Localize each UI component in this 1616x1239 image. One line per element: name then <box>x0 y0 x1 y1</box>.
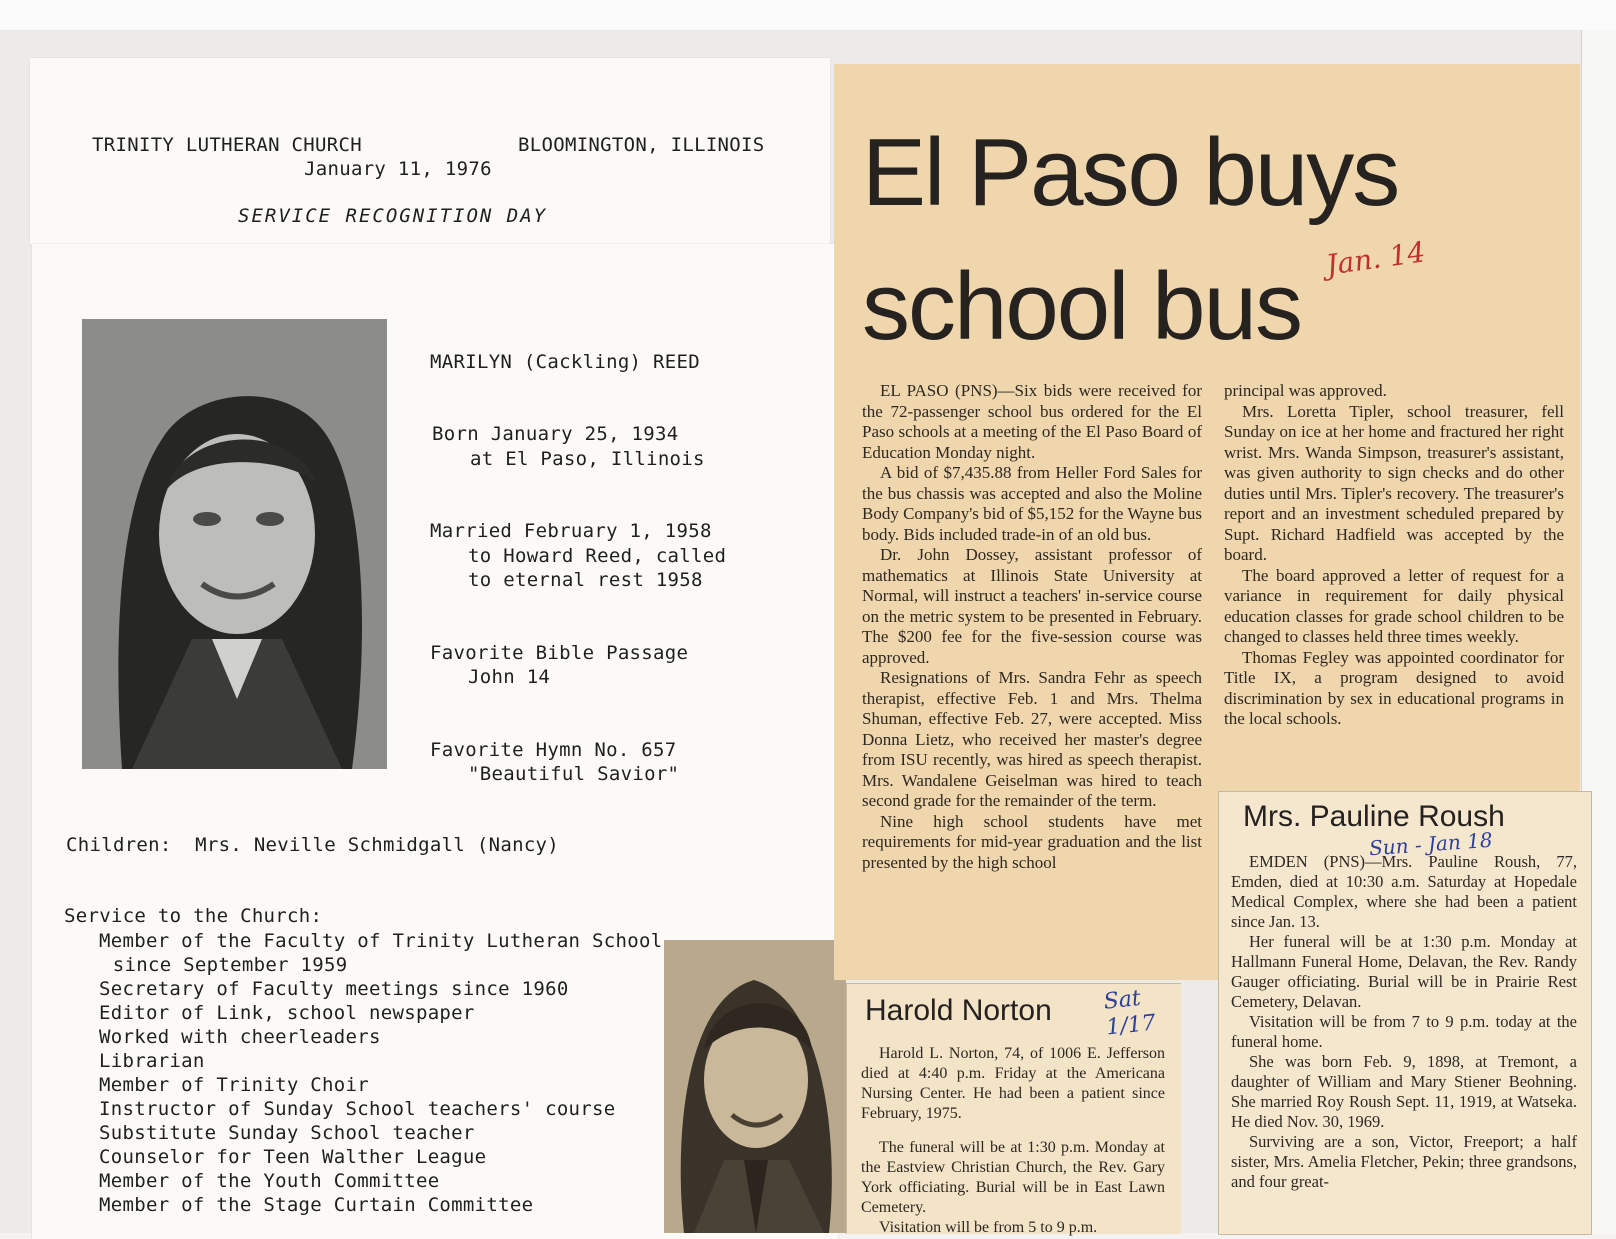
service-item: Member of the Stage Curtain Committee <box>99 1194 534 1216</box>
article-paragraph: principal was approved. <box>1224 381 1387 400</box>
handwritten-date-jan14: Jan. 14 <box>1324 235 1428 282</box>
service-item: Substitute Sunday School teacher <box>99 1122 475 1144</box>
roush-obituary <box>1218 791 1592 1235</box>
handwritten-date-roush: Sun - Jan 18 <box>1368 827 1494 861</box>
occasion-title: SERVICE RECOGNITION DAY <box>238 205 548 227</box>
obituary-paragraph: She was born Feb. 9, 1898, at Tremont, a daughter of William and Mary Stiener Beohning. She married Roy Roush Sept. 11, 1919, at Watseka. He died Nov. 30, 1969. <box>1231 1052 1577 1131</box>
married-spouse: to Howard Reed, called <box>468 545 727 567</box>
bible-passage: John 14 <box>468 666 551 688</box>
service-item: Librarian <box>99 1050 205 1072</box>
obituary-paragraph: Harold L. Norton, 74, of 1006 E. Jefferson died at 4:40 p.m. Friday at the Americana Nursing Center. He had been a patient since February, 1975. <box>861 1045 1165 1122</box>
headline-line-1: El Paso buys <box>862 119 1399 226</box>
article-paragraph: Dr. John Dossey, assistant professor of mathematics at Illinois State University at Normal, will instruct a teachers' in-service course on the metric system to be presented in February. The $200 fee for the five-session course was approved. <box>862 545 1202 667</box>
roush-obituary-title: Mrs. Pauline Roush <box>1243 800 1505 833</box>
norton-obituary <box>846 983 1181 1234</box>
bible-passage-label: Favorite Bible Passage <box>430 642 689 664</box>
married-date: Married February 1, 1958 <box>430 520 712 542</box>
children-line: Children: Mrs. Neville Schmidgall (Nancy) <box>66 834 560 856</box>
obituary-paragraph: Surviving are a son, Victor, Freeport; a half sister, Mrs. Amelia Fletcher, Pekin; three grandsons, and four great- <box>1231 1132 1577 1191</box>
article-paragraph: Mrs. Loretta Tipler, school treasurer, fell Sunday on ice at her home and fractured her right wrist. Mrs. Wanda Simpson, treasurer's assistant, was given authority to sign checks and do other duties until Mrs. Tipler's recovery. The treasurer's report and an investment scheduled prepared by Supt. Richard Hadfield was accepted by the board. <box>1224 401 1564 564</box>
article-paragraph: EL PASO (PNS)—Six bids were received for the 72-passenger school bus ordered for the El Paso schools at a meeting of the El Paso Board of Education Monday night. <box>862 381 1202 462</box>
hymn-title: "Beautiful Savior" <box>468 763 680 785</box>
obituary-paragraph: The funeral will be at 1:30 p.m. Monday at the Eastview Christian Church, the Rev. Gary York officiating. Burial will be in East Lawn Cemetery. <box>861 1139 1165 1216</box>
service-heading: Service to the Church: <box>64 905 323 927</box>
service-item: Counselor for Teen Walther League <box>99 1146 487 1168</box>
married-rest: to eternal rest 1958 <box>468 569 703 591</box>
obituary-paragraph: Visitation will be from 5 to 9 p.m. <box>879 1219 1098 1236</box>
church-city: BLOOMINGTON, ILLINOIS <box>518 134 765 156</box>
hymn-label: Favorite Hymn No. 657 <box>430 739 677 761</box>
norton-obituary-title: Harold Norton <box>865 994 1052 1027</box>
obituary-paragraph: Visitation will be from 7 to 9 p.m. today at the funeral home. <box>1231 1012 1577 1051</box>
young-man-portrait-illustration <box>664 940 846 1233</box>
church-name: TRINITY LUTHERAN CHURCH <box>92 134 362 156</box>
norton-obituary-body <box>861 1044 1165 1238</box>
article-paragraph: Resignations of Mrs. Sandra Fehr as speech therapist, effective Feb. 1 and Mrs. Thelma Shuman, effective Feb. 27, were accepted. Miss Donna Lietz, who received her master's degree from ISU recently, was hired as speech therapist. Mrs. Wandalene Geiselman was hired to teach second grade for the remainder of the term. <box>862 668 1202 810</box>
article-paragraph: Thomas Fegley was appointed coordinator for Title IX, a program designed to avoid discrimination by sex in educational programs in the local schools. <box>1224 647 1564 728</box>
born-place: at El Paso, Illinois <box>470 448 705 470</box>
article-paragraph: The board approved a letter of request for a variance in requirement for daily physical education classes for grade school children to be changed to classes held three times weekly. <box>1224 565 1564 646</box>
service-item: Member of Trinity Choir <box>99 1074 369 1096</box>
service-item: Secretary of Faculty meetings since 1960 <box>99 978 569 1000</box>
handwritten-date-norton: Sat 1/17 <box>1102 985 1157 1041</box>
service-item: Member of the Youth Committee <box>99 1170 440 1192</box>
born-date: Born January 25, 1934 <box>432 423 679 445</box>
obituary-paragraph: Her funeral will be at 1:30 p.m. Monday at Hallmann Funeral Home, Delavan, the Rev. Randy Gauger officiating. Burial will be in Prairie Rest Cemetery, Delavan. <box>1231 932 1577 1011</box>
service-item: Instructor of Sunday School teachers' course <box>99 1098 616 1120</box>
headline-line-2: school bus <box>862 253 1301 360</box>
article-paragraph: Nine high school students have met requirements for mid-year graduation and the list presented by the high school <box>862 811 1202 872</box>
program-date: January 11, 1976 <box>304 158 492 180</box>
honoree-name: MARILYN (Cackling) REED <box>430 351 700 373</box>
service-item: Member of the Faculty of Trinity Lutheran School <box>99 930 663 952</box>
portrait-photo <box>82 319 387 769</box>
service-item: Editor of Link, school newspaper <box>99 1002 475 1024</box>
young-man-photo-clipping <box>664 940 846 1233</box>
obituary-paragraph: EMDEN (PNS)—Mrs. Pauline Roush, 77, Emden, died at 10:30 a.m. Saturday at Hopedale Medical Complex, where she had been a patient since Jan. 13. <box>1231 852 1577 931</box>
woman-portrait-illustration <box>82 319 387 769</box>
article-paragraph: A bid of $7,435.88 from Heller Ford Sales for the bus chassis was accepted and also the Moline Body Company's bid of $5,152 for the Wayne bus body. Bids included trade-in of an old bus. <box>862 463 1202 544</box>
article-column-1 <box>862 381 1202 873</box>
article-column-2 <box>1224 381 1564 730</box>
service-item: Worked with cheerleaders <box>99 1026 381 1048</box>
roush-obituary-body <box>1231 852 1577 1192</box>
service-item: since September 1959 <box>101 954 348 976</box>
